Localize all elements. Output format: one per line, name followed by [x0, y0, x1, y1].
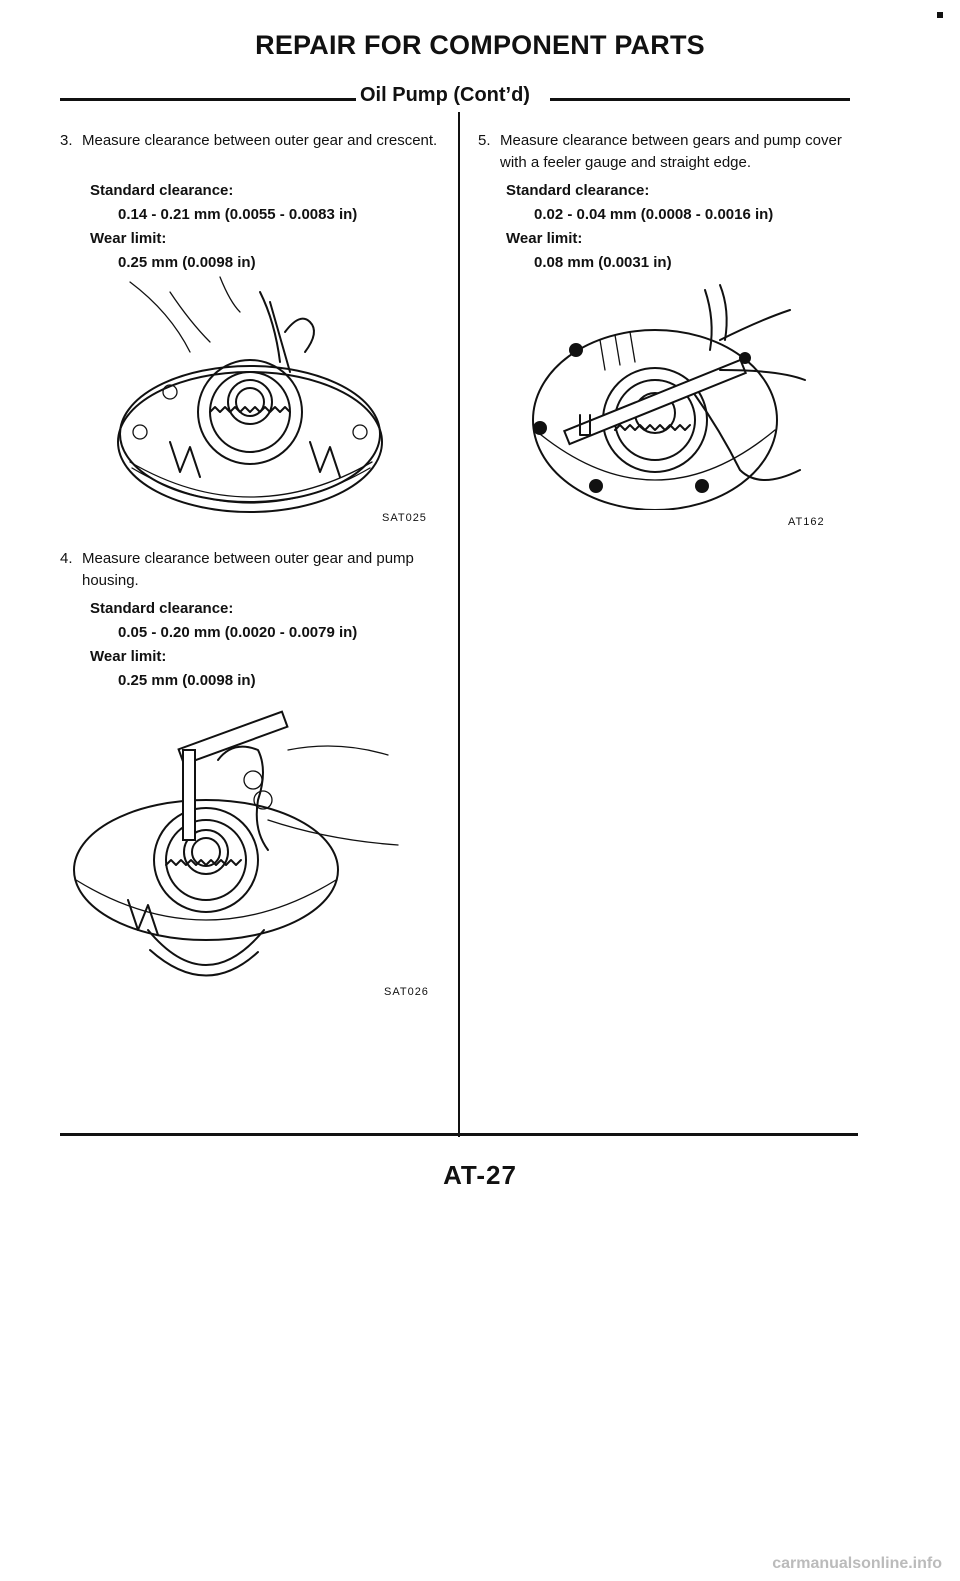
wear-limit-label: Wear limit:: [90, 230, 167, 247]
step-text: Measure clearance between gears and pump cover with a feeler gauge and straight edge.: [500, 132, 842, 171]
standard-clearance-value: 0.02 - 0.04 mm (0.0008 - 0.0016 in): [534, 206, 774, 223]
step-text: Measure clearance between outer gear and pump housing.: [82, 550, 414, 589]
figure-at162-pump-illustration: [520, 280, 820, 510]
step-text: Measure clearance between outer gear and crescent.: [82, 132, 438, 149]
footer-rule: [60, 1133, 858, 1136]
section-rule-left: [60, 98, 356, 101]
wear-limit-label: Wear limit:: [90, 648, 167, 665]
standard-clearance-value: 0.14 - 0.21 mm (0.0055 - 0.0083 in): [118, 206, 358, 223]
watermark: carmanualsonline.info: [772, 1555, 942, 1572]
page-title: REPAIR FOR COMPONENT PARTS: [255, 30, 705, 60]
step-4: [60, 548, 440, 592]
standard-clearance-label: Standard clearance:: [506, 182, 650, 199]
step-number: 4.: [60, 550, 73, 567]
step-number: 3.: [60, 132, 73, 149]
step-3: [60, 130, 440, 152]
figure-code: AT162: [788, 516, 825, 528]
figure-sat025-pump-illustration: [110, 272, 390, 524]
wear-limit-label: Wear limit:: [506, 230, 583, 247]
section-rule-right: [550, 98, 850, 101]
wear-limit-value: 0.25 mm (0.0098 in): [118, 672, 256, 689]
wear-limit-value: 0.25 mm (0.0098 in): [118, 254, 256, 271]
figure-code: SAT026: [384, 986, 429, 998]
step-number: 5.: [478, 132, 491, 149]
standard-clearance-label: Standard clearance:: [90, 182, 234, 199]
wear-limit-value: 0.08 mm (0.0031 in): [534, 254, 672, 271]
figure-sat026-pump-illustration: [68, 700, 418, 1000]
section-title: Oil Pump (Cont’d): [360, 84, 530, 106]
page-number: AT-27: [443, 1160, 517, 1190]
step-5: [478, 130, 858, 174]
standard-clearance-label: Standard clearance:: [90, 600, 234, 617]
corner-mark: [937, 12, 943, 18]
figure-code: SAT025: [382, 512, 427, 524]
standard-clearance-value: 0.05 - 0.20 mm (0.0020 - 0.0079 in): [118, 624, 358, 641]
column-divider: [458, 112, 460, 1137]
